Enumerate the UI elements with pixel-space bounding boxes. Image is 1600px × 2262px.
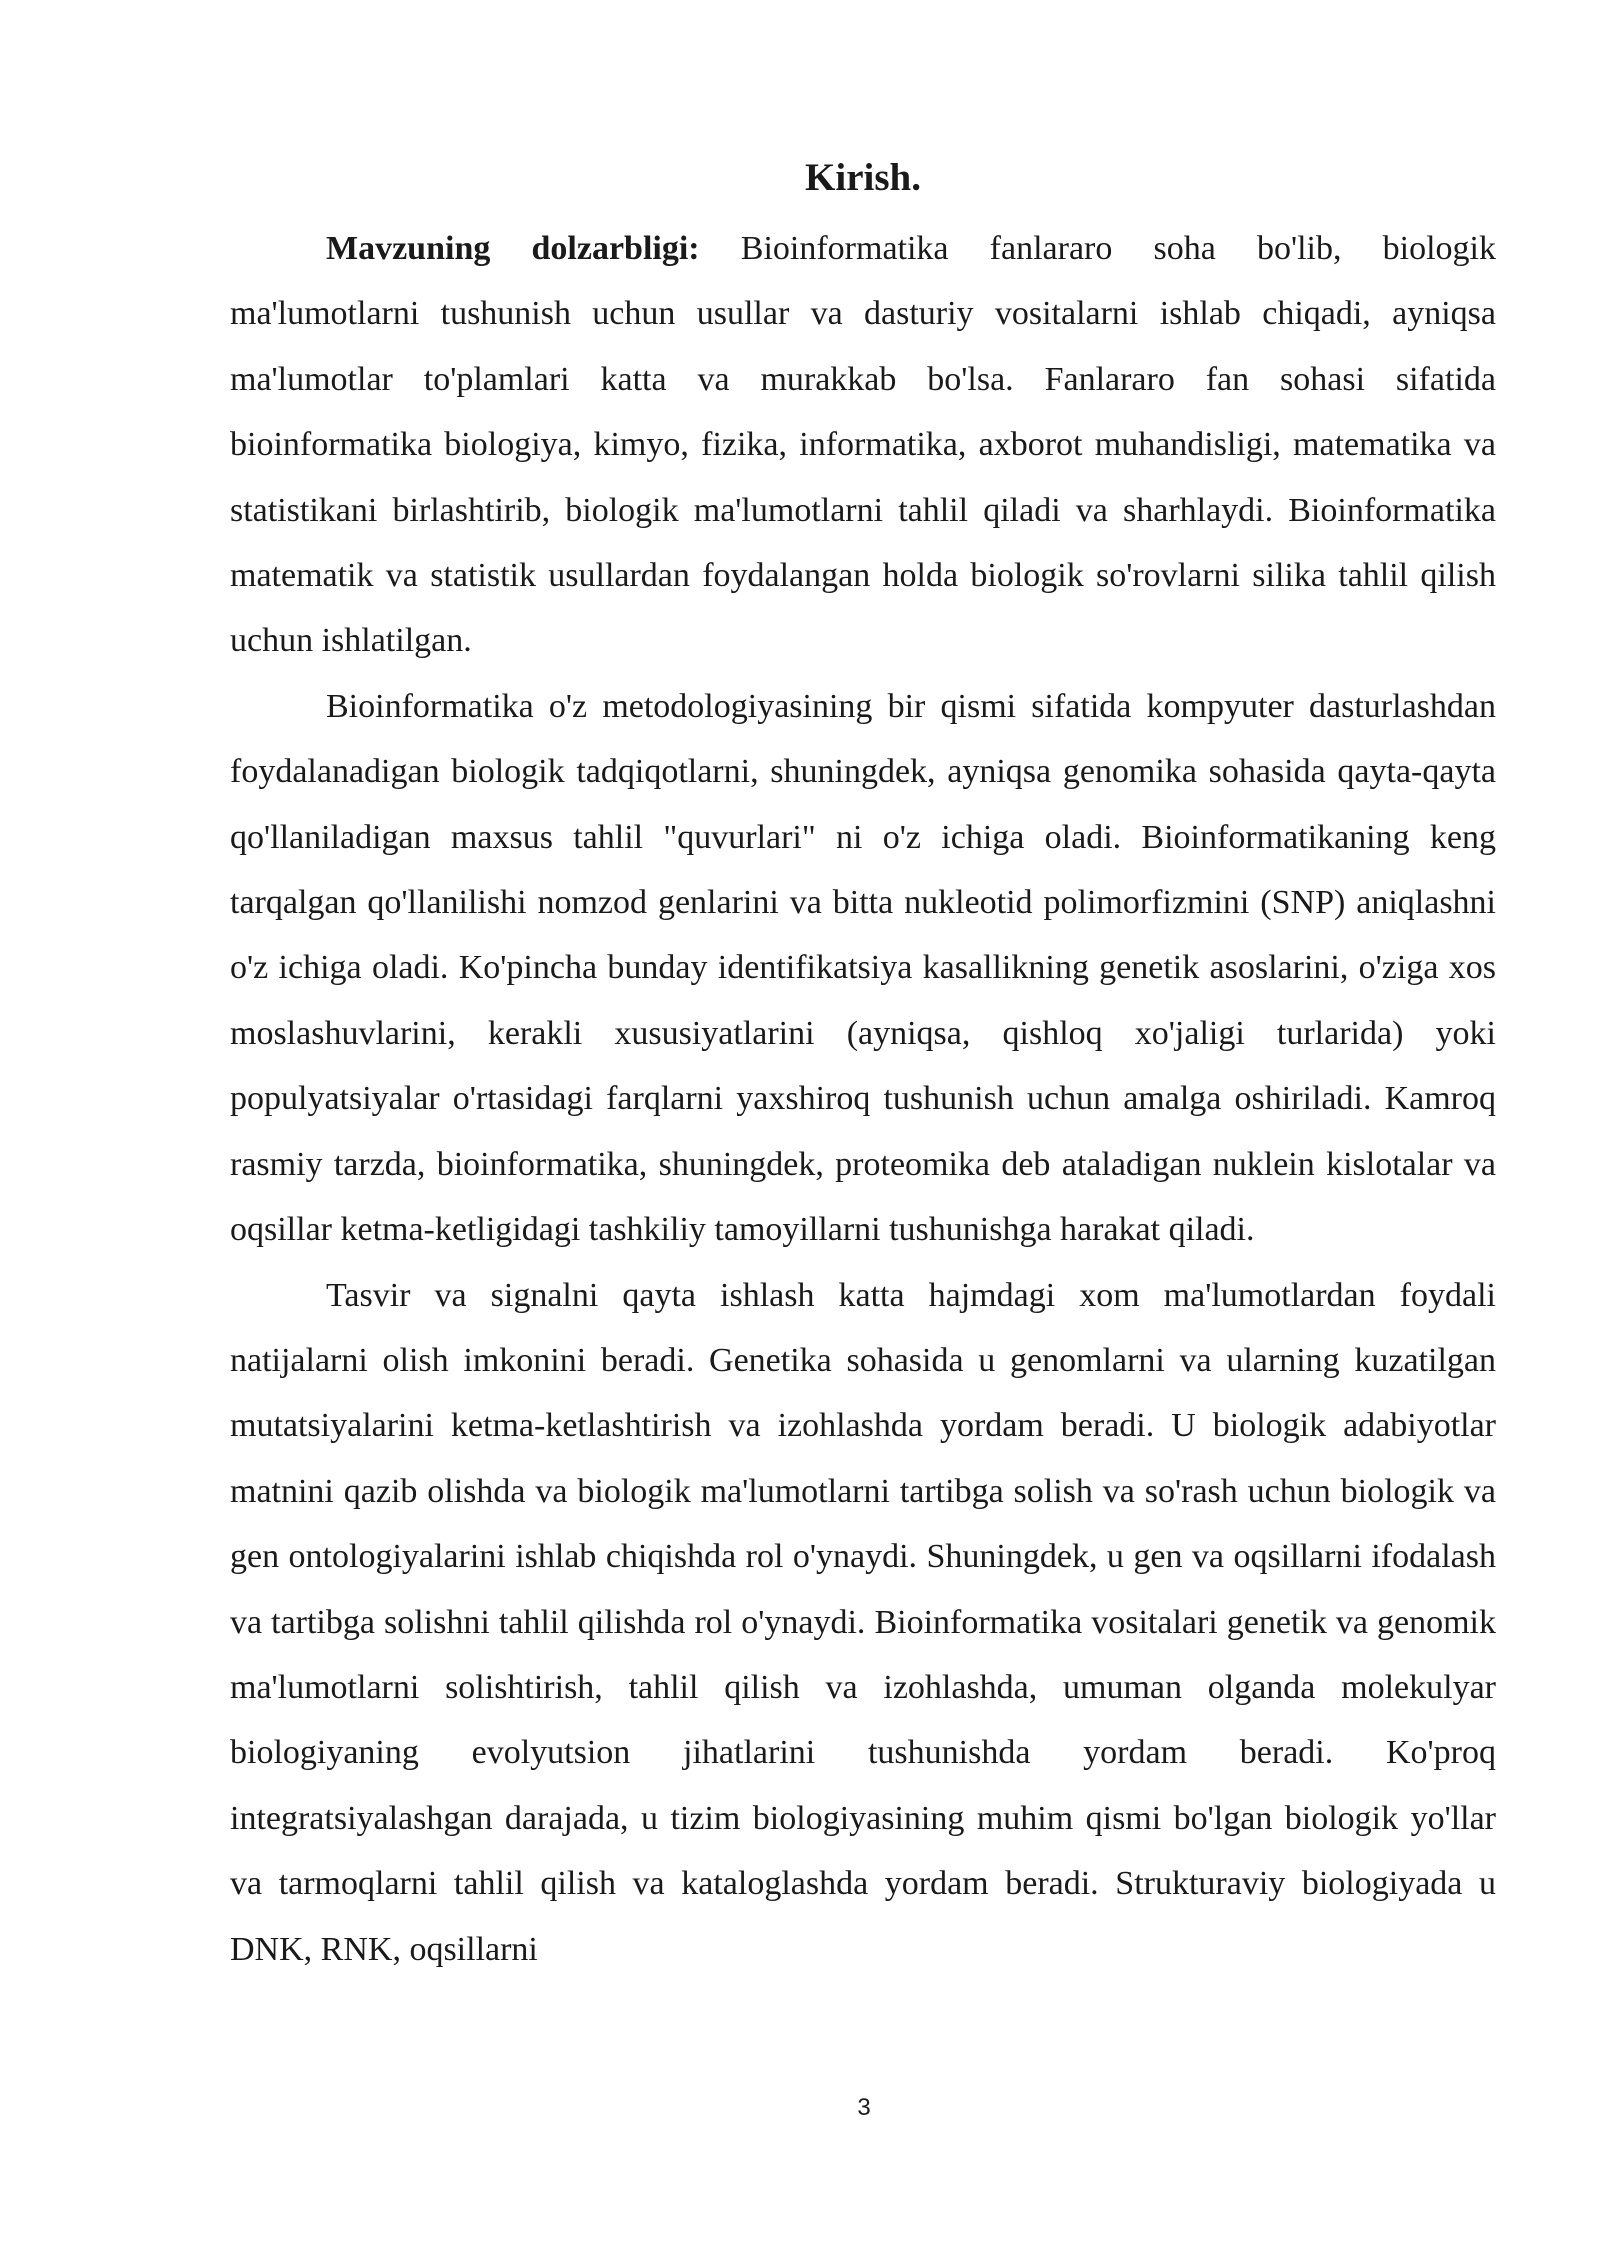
paragraph-methodology — [230, 674, 1496, 1263]
paragraph-text: Tasvir va signalni qayta ishlash katta hajmdagi xom ma'lumotlardan foydali natijalarni olish imkonini beradi. Genetika sohasida u genomlarni va ularning kuzatilgan mutatsiyalarini ketma-ketlashtirish va izohlashda yordam beradi. U biologik adabiyotlar matnini qazib olishda va biologik ma'lumotlarni tartibga solish va so'rash uchun biologik va gen ontologiyalarini ishlab chiqishda rol o'ynaydi. Shuningdek, u gen va oqsillarni ifodalash va tartibga solishni tahlil qilishda rol o'ynaydi. Bioinformatika vositalari genetik va genomik ma'lumotlarni solishtirish, tahlil qilish va izohlashda, umuman olganda molekulyar biologiyaning evolyutsion jihatlarini tushunishda yordam beradi. Ko'proq integratsiyalashgan darajada, u tizim biologiyasining muhim qismi bo'lgan biologik yo'llar va tarmoqlarni tahlil qilish va kataloglashda yordam beradi. Strukturaviy biologiyada u DNK, RNK, oqsillarni — [230, 1276, 1496, 1968]
paragraph-text: Bioinformatika o'z metodologiyasining bir qismi sifatida kompyuter dasturlashdan foydalanadigan biologik tadqiqotlarni, shuningdek, ayniqsa genomika sohasida qayta-qayta qo'llaniladigan maxsus tahlil "quvurlari" ni o'z ichiga oladi. Bioinformatikaning keng tarqalgan qo'llanilishi nomzod genlarini va bitta nukleotid polimorfizmini (SNP) aniqlashni o'z ichiga oladi. Ko'pincha bunday identifikatsiya kasallikning genetik asoslarini, o'ziga xos moslashuvlarini, kerakli xususiyatlarini (ayniqsa, qishloq xo'jaligi turlarida) yoki populyatsiyalar o'rtasidagi farqlarni yaxshiroq tushunish uchun amalga oshiriladi. Kamroq rasmiy tarzda, bioinformatika, shuningdek, proteomika deb ataladigan nuklein kislotalar va oqsillar ketma-ketligidagi tashkiliy tamoyillarni tushunishga harakat qiladi. — [230, 687, 1496, 1249]
paragraph-relevance — [230, 216, 1496, 674]
page-title: Kirish. — [805, 156, 921, 199]
page-number: 3 — [857, 2094, 871, 2121]
paragraph-text: Bioinformatika fanlararo soha bo'lib, biologik ma'lumotlarni tushunish uchun usullar va dasturiy vositalarni ishlab chiqadi, ayniqsa ma'lumotlar to'plamlari katta va murakkab bo'lsa. Fanlararo fan sohasi sifatida bioinformatika biologiya, kimyo, fizika, informatika, axborot muhandisligi, matematika va statistikani birlashtirib, biologik ma'lumotlarni tahlil qiladi va sharhlaydi. Bioinformatika matematik va statistik usullardan foydalangan holda biologik so'rovlarni silika tahlil qilish uchun ishlatilgan. — [230, 230, 1496, 660]
paragraph-signal-processing — [230, 1263, 1496, 1982]
page-content — [230, 150, 1496, 1982]
paragraph-lead: Mavzuning dolzarbligi: — [326, 230, 700, 267]
